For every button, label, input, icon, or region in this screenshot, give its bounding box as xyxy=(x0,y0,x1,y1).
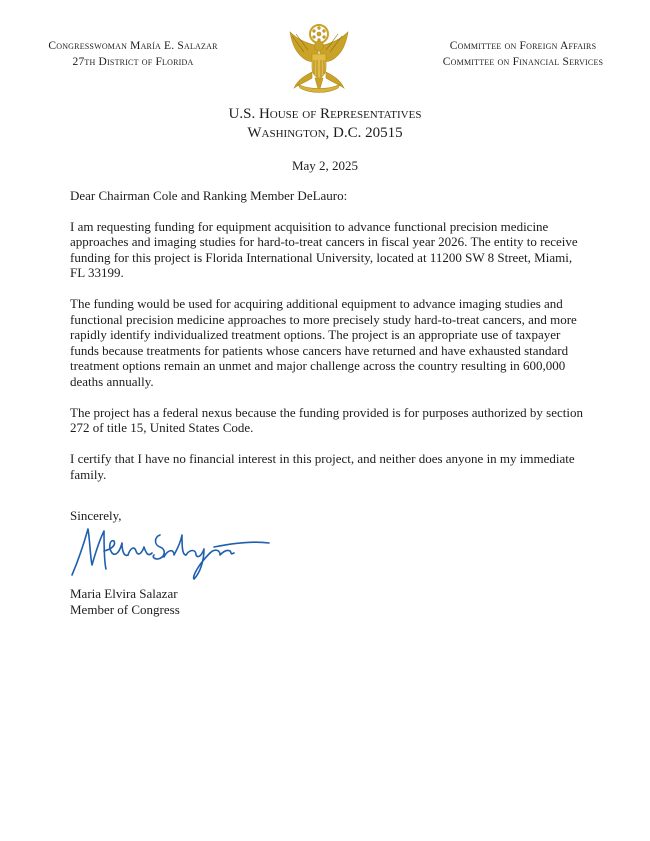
paragraph-request: I am requesting funding for equipment acquisition to advance functional precision medicine approaches and imaging studies for hard-to-treat cancers in fiscal year 2026. The entity to receive funding for this project is Florida International University, located at 11200 SW 8 Street, Miami, FL 33199. xyxy=(70,218,578,280)
congresswoman-name: Congresswoman María E. Salazar xyxy=(48,40,218,52)
paragraph-federal-nexus: The project has a federal nexus because the funding provided is for purposes authorized by section 272 of title 15, United States Code. xyxy=(70,404,583,435)
district: 27th District of Florida xyxy=(72,56,194,68)
closing: Sincerely, xyxy=(70,508,122,523)
paragraph-certification: I certify that I have no financial interest in this project, and neither does anyone in my immediate family. xyxy=(70,451,575,482)
letter-date: May 2, 2025 xyxy=(291,158,359,173)
letterhead-left xyxy=(28,38,238,70)
house-of-representatives: U.S. House of Representatives xyxy=(228,106,422,122)
letterhead-right xyxy=(418,38,628,70)
great-seal-eagle-icon xyxy=(284,22,354,98)
signature-block xyxy=(70,586,180,618)
handwritten-signature xyxy=(64,521,274,581)
committee-financial-services: Committee on Financial Services xyxy=(442,56,604,68)
signer-title: Member of Congress xyxy=(70,602,180,617)
committee-foreign-affairs: Committee on Foreign Affairs xyxy=(449,40,597,52)
paragraph-funding-use: The funding would be used for acquiring additional equipment to advance imaging studies and functional precision medicine approaches to more precisely study hard-to-treat cancers, and more rapidly identify individualized treatment options. The project is an appropriate use of taxpayer funds because treatments for patients whose cancers have returned and have exhausted standard treatment options remain an unmet and major challenge across the country resulting in 600,000 deaths annually. xyxy=(70,296,577,389)
signer-name: Maria Elvira Salazar xyxy=(70,586,178,601)
salutation: Dear Chairman Cole and Ranking Member DeLauro: xyxy=(70,188,348,203)
washington-dc: Washington, D.C. 20515 xyxy=(247,125,403,141)
office-address xyxy=(0,105,650,143)
letter-body xyxy=(70,188,590,498)
